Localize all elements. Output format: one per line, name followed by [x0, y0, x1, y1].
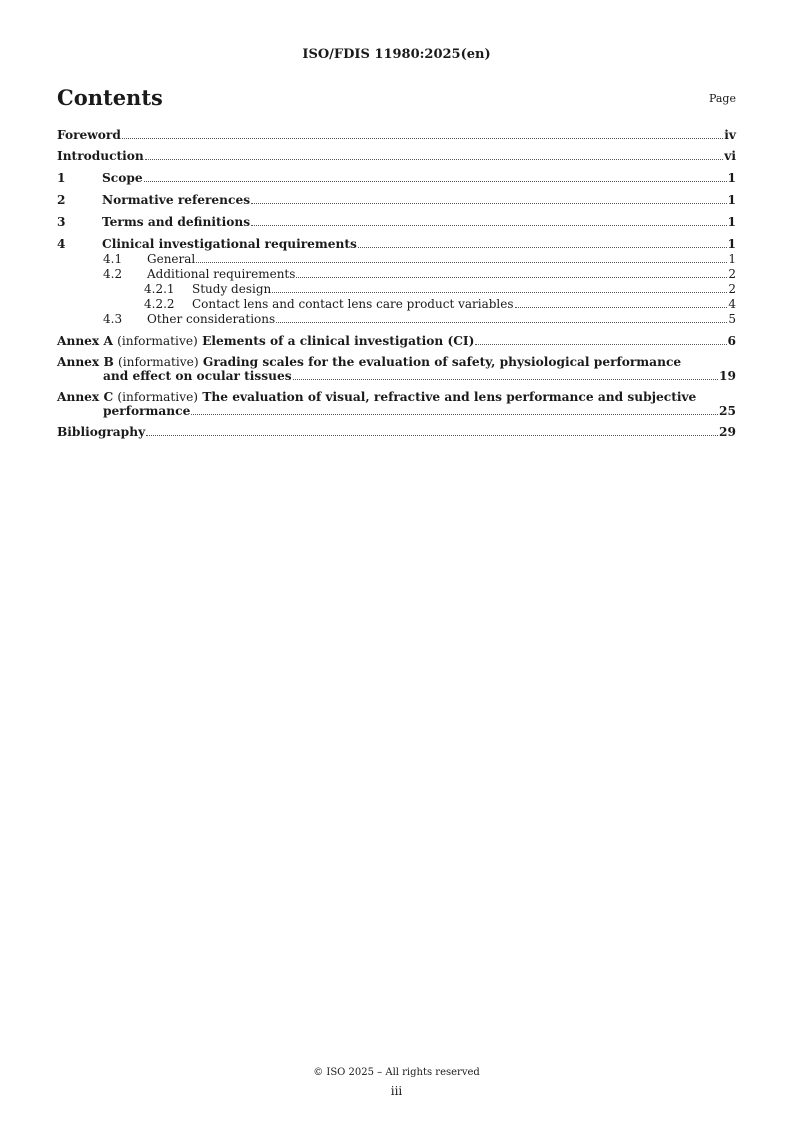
- annex-title-line2: and effect on ocular tissues: [103, 369, 292, 383]
- dot-leader: [251, 225, 726, 226]
- dot-leader: [276, 322, 727, 323]
- toc-page: 6: [727, 334, 736, 348]
- toc-page: 1: [727, 237, 736, 251]
- toc-page: 1: [727, 215, 736, 229]
- toc-title: Additional requirements: [147, 267, 296, 281]
- toc-number: 4: [57, 237, 66, 251]
- dot-leader: [475, 344, 726, 345]
- toc-page: 19: [719, 369, 736, 383]
- dot-leader: [296, 277, 727, 278]
- toc-entry-lens-variables[interactable]: [57, 298, 736, 311]
- toc-entry-scope[interactable]: [57, 171, 736, 185]
- toc-number: 4.1: [103, 252, 123, 266]
- annex-title-line1: The evaluation of visual, refractive and lens performance and subjective: [202, 390, 697, 404]
- toc-title: Clinical investigational requirements: [102, 237, 357, 251]
- dot-leader: [144, 181, 727, 182]
- toc-page: 2: [728, 282, 736, 296]
- dot-leader: [515, 307, 728, 308]
- dot-leader: [146, 435, 718, 436]
- dot-leader: [251, 203, 726, 204]
- dot-leader: [122, 138, 723, 139]
- toc-title: Contact lens and contact lens care product variables: [192, 297, 514, 311]
- page-column-label: Page: [708, 92, 736, 105]
- toc-title: General: [147, 252, 196, 266]
- toc-entry-study-design[interactable]: [57, 283, 736, 296]
- copyright-footer: © ISO 2025 – All rights reserved: [313, 1067, 480, 1078]
- toc-number: 3: [57, 215, 66, 229]
- toc-entry-bibliography[interactable]: [57, 425, 736, 439]
- annex-title-line1: Grading scales for the evaluation of safety, physiological performance: [202, 355, 682, 369]
- annex-label: Annex A: [57, 334, 113, 348]
- toc-title: Foreword: [57, 128, 121, 142]
- toc-entry-terms-definitions[interactable]: [57, 215, 736, 229]
- toc-title: Bibliography: [57, 425, 146, 439]
- annex-informative: (informative): [117, 334, 198, 348]
- toc-title: Study design: [192, 282, 272, 296]
- dot-leader: [196, 262, 727, 263]
- toc-entry-annex-c[interactable]: [57, 390, 736, 418]
- annex-heading: [57, 355, 736, 369]
- toc-page: iv: [724, 128, 736, 142]
- toc-entry-annex-a[interactable]: [57, 334, 736, 348]
- annex-heading: [57, 390, 736, 404]
- annex-title-line2: performance: [103, 404, 191, 418]
- toc-number: 4.3: [103, 312, 123, 326]
- annex-informative: (informative): [118, 355, 199, 369]
- toc-page: 1: [727, 193, 736, 207]
- toc-page: 1: [728, 252, 736, 266]
- document-id-header: ISO/FDIS 11980:2025(en): [302, 47, 491, 62]
- toc-title: Terms and definitions: [102, 215, 251, 229]
- dot-leader: [145, 159, 723, 160]
- table-of-contents: [57, 128, 736, 439]
- page-number: iii: [390, 1084, 403, 1098]
- toc-entry-general[interactable]: [57, 253, 736, 266]
- dot-leader: [293, 379, 718, 380]
- toc-entry-introduction[interactable]: [57, 149, 736, 163]
- toc-entry-additional-requirements[interactable]: [57, 268, 736, 281]
- toc-title: Other considerations: [147, 312, 276, 326]
- page-title: Contents: [57, 85, 163, 110]
- toc-number: 4.2.1: [144, 282, 175, 296]
- toc-page: 4: [728, 297, 736, 311]
- toc-entry-clinical-requirements[interactable]: [57, 237, 736, 251]
- annex-heading: [57, 334, 474, 348]
- dot-leader: [191, 414, 718, 415]
- toc-number: 2: [57, 193, 66, 207]
- toc-page: 2: [728, 267, 736, 281]
- toc-title: Introduction: [57, 149, 144, 163]
- toc-number: 4.2.2: [144, 297, 175, 311]
- toc-title: Scope: [102, 171, 143, 185]
- toc-page: 5: [728, 312, 736, 326]
- annex-label: Annex C: [57, 390, 114, 404]
- toc-page: 1: [727, 171, 736, 185]
- toc-entry-annex-b[interactable]: [57, 355, 736, 383]
- dot-leader: [272, 292, 727, 293]
- toc-number: 4.2: [103, 267, 123, 281]
- toc-page: vi: [724, 149, 736, 163]
- annex-title: Elements of a clinical investigation (CI): [202, 334, 475, 348]
- toc-title: Normative references: [102, 193, 251, 207]
- toc-entry-normative-references[interactable]: [57, 193, 736, 207]
- toc-entry-other-considerations[interactable]: [57, 313, 736, 326]
- toc-page: 25: [719, 404, 736, 418]
- toc-entry-foreword[interactable]: [57, 128, 736, 142]
- annex-informative: (informative): [117, 390, 199, 404]
- dot-leader: [358, 247, 727, 248]
- annex-label: Annex B: [57, 355, 114, 369]
- toc-page: 29: [719, 425, 736, 439]
- toc-number: 1: [57, 171, 66, 185]
